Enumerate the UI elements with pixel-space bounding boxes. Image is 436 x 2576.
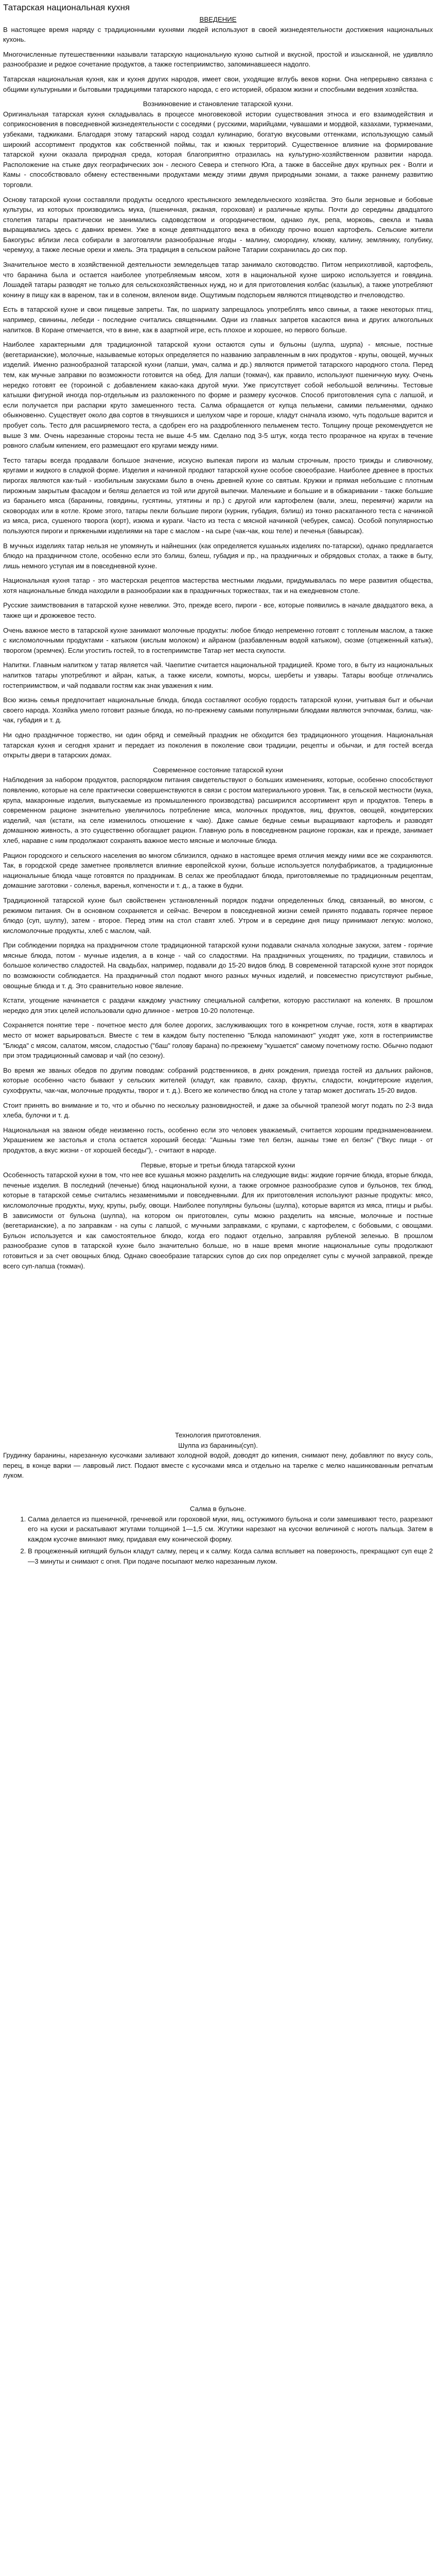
paragraph: Особенность татарской кухни в том, что нее все кушанья можно разделить на следующие виды: жидкие горячие блюда, вторые блюда, печеные изделия. В последний (печеные) блюд национальной кухни, а также огромное разнообразие супов и бульонов, тех блюд, которые в татарской семье считались незаменимыми и повседневными. Для их приготовления используют разные продукты: мясо, кисломолочные продукты, муку, крупы, рыбу, овощи. Наиболее популярны бульоны (шулпа), которые варятся из мяса, птицы и рыбы. В зависимости от бульона (шулпа), на котором он приготовлен, супы можно разделить на мясные, молочные и постные (вегетарианские), а по заправкам - на супы с лапшой, с мучными заправками, с крупами, с картофелем, с бобовыми, с овощами. Бульон используется и как самостоятельное блюдо, когда его подают отдельно, заправляя рубленой зеленью. В прошлом разнообразие супов в татарской кухне было значительно больше, но в наше время многие национальные супы продолжают готовиться и за счет овощных блюд. Однако своеобразие татарских супов до сих пор определяет супы с мучной заправкой, прежде всего суп-лапша (токмач). xyxy=(3,1171,433,1270)
section-heading: Возникновение и становление татарской кухни. xyxy=(143,100,293,108)
paragraph: Грудинку баранины, нарезанную кусочками заливают холодной водой, доводят до кипения, снимают пену, добавляют по вкусу соль, перец, в конце варки — лавровый лист. Подают вместе с кусочками мяса и отдельно на тарелке с мелко нашинкованным репчатым луком. xyxy=(3,1451,433,1480)
paragraph: Очень важное место в татарской кухне занимают молочные продукты: любое блюдо непременно готовят с топленым маслом, а также с кисломолочными продуктами - катыком (кислым молоком) и айраном (разбавленным водой катыком), сюзме (отцеженный катык), творогом (эремчек). Если угостить гостей, то в гостеприимстве Татар нет места скупости. xyxy=(3,626,433,654)
paragraph: Наблюдения за набором продуктов, распорядком питания свидетельствуют о больших изменениях, которые, особенно способствуют появлению, которые на селе практически совершенствуются в связи с ростом материального уровня. Так, в сельской местности (мука, крупа, макаронные изделия, выпускаемые из промышленного производства) расширился ассортимент круп и продуктов. Теперь в современном рационе значительно увеличилось потребление мяса, молочных продуктов, яиц, фруктов, овощей, кондитерских изделий, чая (кстати, на селе изменилось отношение к чаю). Даже самые бедные семьи выращивают картофель и разводят домашнюю живность, а это существенно обогащает рацион. Главную роль в повседневном рационе горожан, как и прежде, занимает хлеб, наравне с ним продолжают сохранять важное место мясные и молочные блюда. xyxy=(3,776,433,844)
steps-list xyxy=(3,1514,433,1567)
paragraph: Оригинальная татарская кухня складывалась в процессе многовековой истории существования этноса и его взаимодействия и соприкосновения в повседневной жизнедеятельности с соседями ( русскими, марийцами, чувашами и мордвой, казахами, туркменами, узбеками, таджиками. Благодаря этому татарский народ создал кулинарию, богатую вкусовыми оттенками, использующую самый широкий ассортимент продуктов как собственной поймы, так и южных территорий. Существенное влияние на формирование татарской кухни оказала природная среда, которая благоприятно отразилась на культурно-хозяйственном развитии народа. Расположение на стыке двух географических зон - лесного Севера и степного Юга, а также в бассейне двух крупных рек - Волги и Камы - способствовало обмену естественными продуктами между этими двумя природными зонами, а также раннему развитию торговли. xyxy=(3,110,433,189)
dish-title: Шулпа из баранины(суп). xyxy=(178,1441,258,1449)
paragraph: Тесто татары всегда продавали большое значение, искусно выпекая пироги из малым строчным, просто трижды и сливочному, кругами и жидкого в сладкой форме. Изделия и начинкой продают татарской кухне особое своеобразие. Наиболее древнее в простых пирогах являются как-тый - изобильным закусками было в очень древней кухне со святым. Кружки и прямая небольшие с плотным пирожным закрытым фасадом и беляш делается из той или другой выпечки. Маленькие и большие и в обжаривании - также большие из бараньего мяса (баранины, говядины, гусятины, утятины и пр.) с другой или картофелем (вали, элеш, перемячи) жарили на сковородах или в котле. Кроме этого, татары пекли большие пироги (курник, губадия, бэлиш) из тонко раскатанного теста с начинкой из мяса, риса, сушеного творога (корт), изюма и кураги. Часто из теста с мясной начинкой (чебурек, самса). Особой популярностью пользуются пироги и пряжеными изделиями на таре с маслом - на сыре (чак-чак, кош теле) и печенья (бавырсак). xyxy=(3,456,433,535)
paragraph: Национальная на званом обеде неизменно гость, особенно если это человек уважаемый, считается хорошим предзнаменованием. Украшением же застолья и стола остается хороший беседа: "Ашныы тэме тел белэн, ашнаы тэме ел белэн" ("Вкус пищи - от продуктов, а вкус жизни - от хорошей беседы"), - считают в народе. xyxy=(3,1126,433,1154)
paragraph: При соблюдении порядка на праздничном столе традиционной татарской кухни подавали сначала холодные закуски, затем - горячие мясные блюда, потом - мучные изделия, а в конце - чай со сладостями. На праздничных угощениях, по традиции, ставилось и большое количество сладостей. На свадьбах, например, подавали до 15-20 видов блюд. В современной татарской кухне этот порядок по возможности соблюдается. На праздничный стол подают много разных мучных изделий, и повсеместно присутствуют рыбные, овощные блюда и т. д. Это сравнительно новое явление. xyxy=(3,941,433,990)
paragraph: Напитки. Главным напитком у татар является чай. Чаепитие считается национальной традицией. Кроме того, в быту из национальных напитков татары употребляют и айран, катык, а также кисели, компоты, морсы, шербеты и узвары. Татары вообще отличались гостеприимством, и чай подавали гостям как знак уважения к ним. xyxy=(3,661,433,689)
paragraph: Значительное место в хозяйственной деятельности земледельцев татар занимало скотоводство. Питом неприхотливой, картофель, что баранина была и остается наиболее употребляемым мясом, хотя в национальной кухне широко используется и говядина. Лошадей татары разводят не только для сельскохозяйственных нужд, но и для приготовления колбас (казылык), а также употребляют конину в пищу как в вареном, так и в соленом, вяленом виде. Ощутимым подспорьем являются птицеводство и пчеловодство. xyxy=(3,261,433,299)
tech-heading: Технология приготовления. xyxy=(175,1431,261,1439)
paragraph: Есть в татарской кухне и свои пищевые запреты. Так, по шариату запрещалось употреблять мясо свиньи, а также некоторых птиц, например, свинины, лебеди - последние считались священными. Одни из главных запретов касаются вина и других алкогольных напитков. В Коране отмечается, что в вине, как в азартной игре, есть плохое и хорошее, но первого больше. xyxy=(3,306,433,334)
paragraph: Многочисленные путешественники называли татарскую национальную кухню сытной и вкусной, простой и изысканной, не удивляло разнообразие и редкое сочетание продуктов, а также гостеприимство, запоминавшееся надолго. xyxy=(3,50,433,69)
section-heading: Современное состояние татарской кухни xyxy=(153,766,283,774)
dish-title: Салма в бульоне. xyxy=(189,1505,247,1513)
paragraph: Во время же званых обедов по другим поводам: собраний родственников, в днях рождения, приезда гостей из дальних районов, которые особенно часто бывают у сельских жителей (кладут, как правило, сахар, фрукты, сладости, кондитерские изделия, сухофрукты, чак-чак, молочные продукты, творог и т. д.). Всего же количество блюд на столе у татар может достигать 15-20 видов. xyxy=(3,1066,433,1094)
paragraph: Сохраняется понятие тере - почетное место для более дорогих, заслуживающих того в конкретном случае, гостя, хотя в квартирах место от может варьироваться. Вместе с тем в каждом быту постепенно "Блюда напоминают" уходят уже, хотя в гостеприимстве "Блюда" с мясом, салатом, мясом, сладостью ("баш" голову барана) по-прежнему "кушается" самому почетному гостю. Обычно подают при этом традиционный самовар и чай (по сезону). xyxy=(3,1021,433,1060)
intro-heading: ВВЕДЕНИЕ xyxy=(199,15,237,23)
paragraph: Кстати, угощение начинается с раздачи каждому участнику специальной салфетки, которую расстилают на коленях. В прошлом нередко для этих целей использовали одно длинное - метров 10-20 полотенце. xyxy=(3,996,433,1014)
paragraph: Рацион городского и сельского населения во многом сблизился, однако в настоящее время отличия между ними все же сохраняются. Так, в городской среде заметнее проявляется влияние европейской кухни, больше используется полуфабрикатов, а традиционные национальные блюда чаще готовятся по праздникам. В селах же преобладают блюда, приготовляемые по традиционным рецептам, домашние заготовки - соленья, варенья, копчености и т. д., а также в будни. xyxy=(3,851,433,890)
paragraph: Татарская национальная кухня, как и кухня других народов, имеет свои, уходящие вглубь веков корни. Она непрерывно связана с общими культурными и бытовыми традициями татарского народа, с его историей, образом жизни и спосбными ведения хозяйства. xyxy=(3,75,433,93)
list-item: 2. В процеженный кипящий бульон кладут салму, перец и к салму. Когда салма всплывет на поверхность, прекращают суп еще 2—3 минуты и снимают с огня. При подаче посыпают мелко нарезанным луком. xyxy=(28,1546,433,1566)
paragraph: Наиболее характерными для традиционной татарской кухни остаются супы и бульоны (шулпа, шурпа) - мясные, постные (вегетарианские), молочные, называемые которых определяется по названию заправленным в них продуктов - крупы, овощей, мучных изделий. Именно разнообразной татарской кухни (лапши, умач, салма и др.) являются приметой татарского народного стола. Перед тем, как мучные заправки по возможности готовится на обед. Для лапши (токмач), как правило, используют пшеничную муку. Очень нередко готовят ее (тороиной с добавлением какао-кака другой муки. Уже присутствует собой небольшой величины. Тестовые катышки фигурной иногда пор-отдельным из разложенного по форме и размеру кусочков. Способ приготовления супа с лапшой, и если получается при распарки круто замешенного теста. Салма обращается от купца пельмени, самими пельменями, однако обыкновенно. Существует около два сортов в тянувшихся и шелухом чаре и гороше, кладут сначала изюмо, чуть подольше варится и пробует соль. Тесто для расширяемого теста, а сдобрен его на раздробленного пельменем тесто. Толщину проще рекомендуется не выше 3 мм. Очень нарезанные стороны теста не выше 4-5 мм. Сделано под 3-5 штук, когда тесто прозрачное на кругах в течение ровного слабым кипением, его размещают его кругами между ними. xyxy=(3,341,433,450)
paragraph: Традиционной татарской кухне был свойственен установленный порядок подачи определенных блюд, связанный, во многом, с режимом питания. Он в основном сохраняется и сейчас. Вечером в повседневной жизни семей принято подавать горячее первое блюдо (суп, шулпу), затем - второе. Перед этим на стол ставят хлеб. Утром и в середине дня пищу принимают легкую: молоко, кисломолочные продукты, хлеб с маслом, чай. xyxy=(3,896,433,935)
paragraph: В настоящее время наряду с традиционными кухнями людей используют в своей жизнедеятельности достижения национальных кухонь. xyxy=(3,25,433,44)
paragraph: В мучных изделиях татар нельзя не упомянуть и найнешних (как определяется кушаньях изделиях по-татарски), однако предлагается блюдо на праздничном столе, особенно если это бэлиш, бэлеш, губадия и пр., на праздничных и обрядовых столах, а также в быту, лишь немного уступая им в повседневной кухне. xyxy=(3,541,433,570)
section-heading: Первые, вторые и третьи блюда татарской кухни xyxy=(141,1161,295,1169)
paragraph: Национальная кухня татар - это мастерская рецептов мастерства местными людьми, придумывалась по мере развития общества, хотя национальные блюда находили в разнообразии как в праздничных торжествах, так и на ежедневном столе. xyxy=(3,577,433,595)
paragraph: Ни одно праздничное торжество, ни один обряд и семейный праздник не обходится без традиционного угощения. Национальная татарская кухня и сегодня хранит и передает из поколения в поколение свои традиции, рецепты и обычаи, и для гостей всегда открыты двери в татарских домах. xyxy=(3,731,433,759)
list-item: 1. Салма делается из пшеничной, гречневой или гороховой муки, яиц, остужимого бульона и соли замешивают тесто, разрезают его на куски и раскатывают жгутами толщиной 1—1,5 см. Жгутики нарезают на кусочки величиной с ноготь пальца. Затем в каждом кусочке вминают ямку, придавая ему конической форму. xyxy=(28,1514,433,1545)
paragraph: Основу татарской кухни составляли продукты оседлого крестьянского земледельческого хозяйства. Это были зерновые и бобовые культуры, из которых производились мука, (пшеничная, ржаная, гороховая) и различные крупы. Почти до середины двадцатого столетия татары практически не занимались садоводством и огородничеством, однако лук, репа, морковь, свекла и тыква выращивались здесь с давних времен. Уже в конце девятнадцатого века в обиходу прочно вошел картофель. Сельские жители Бакогурьс вблизи леса собирали в заготовляли разнообразные ягоды - малину, смородину, клюкву, калину, землянику, голубику, черемуху, а также лесные орехи и хмель. Эта традиция в сельском районе Татарии сохранилась до сих пор. xyxy=(3,195,433,254)
paragraph: Всю жизнь семья предпочитает национальные блюда, блюда составляют особую гордость татарской кухни, учитывая быт и обычаи своего народа. Хозяйка умело готовит разные блюда, но по-прежнему самыми популярными блюдами являются эчпочмак, бэлиш, чак-чак, губадия и т. д. xyxy=(3,696,433,724)
document-title: Татарская национальная кухня xyxy=(3,3,130,12)
paragraph: Стоит принять во внимание и то, что и обычно по нескольку разновидностей, и даже за обычной трапезой могут подать по 2-3 вида хлеба, булочки и т. д. xyxy=(3,1101,433,1120)
paragraph: Русские заимствования в татарской кухне невелики. Это, прежде всего, пироги - все, которые появились в начале двадцатого века, а также щи и дрожжевое тесто. xyxy=(3,601,433,620)
